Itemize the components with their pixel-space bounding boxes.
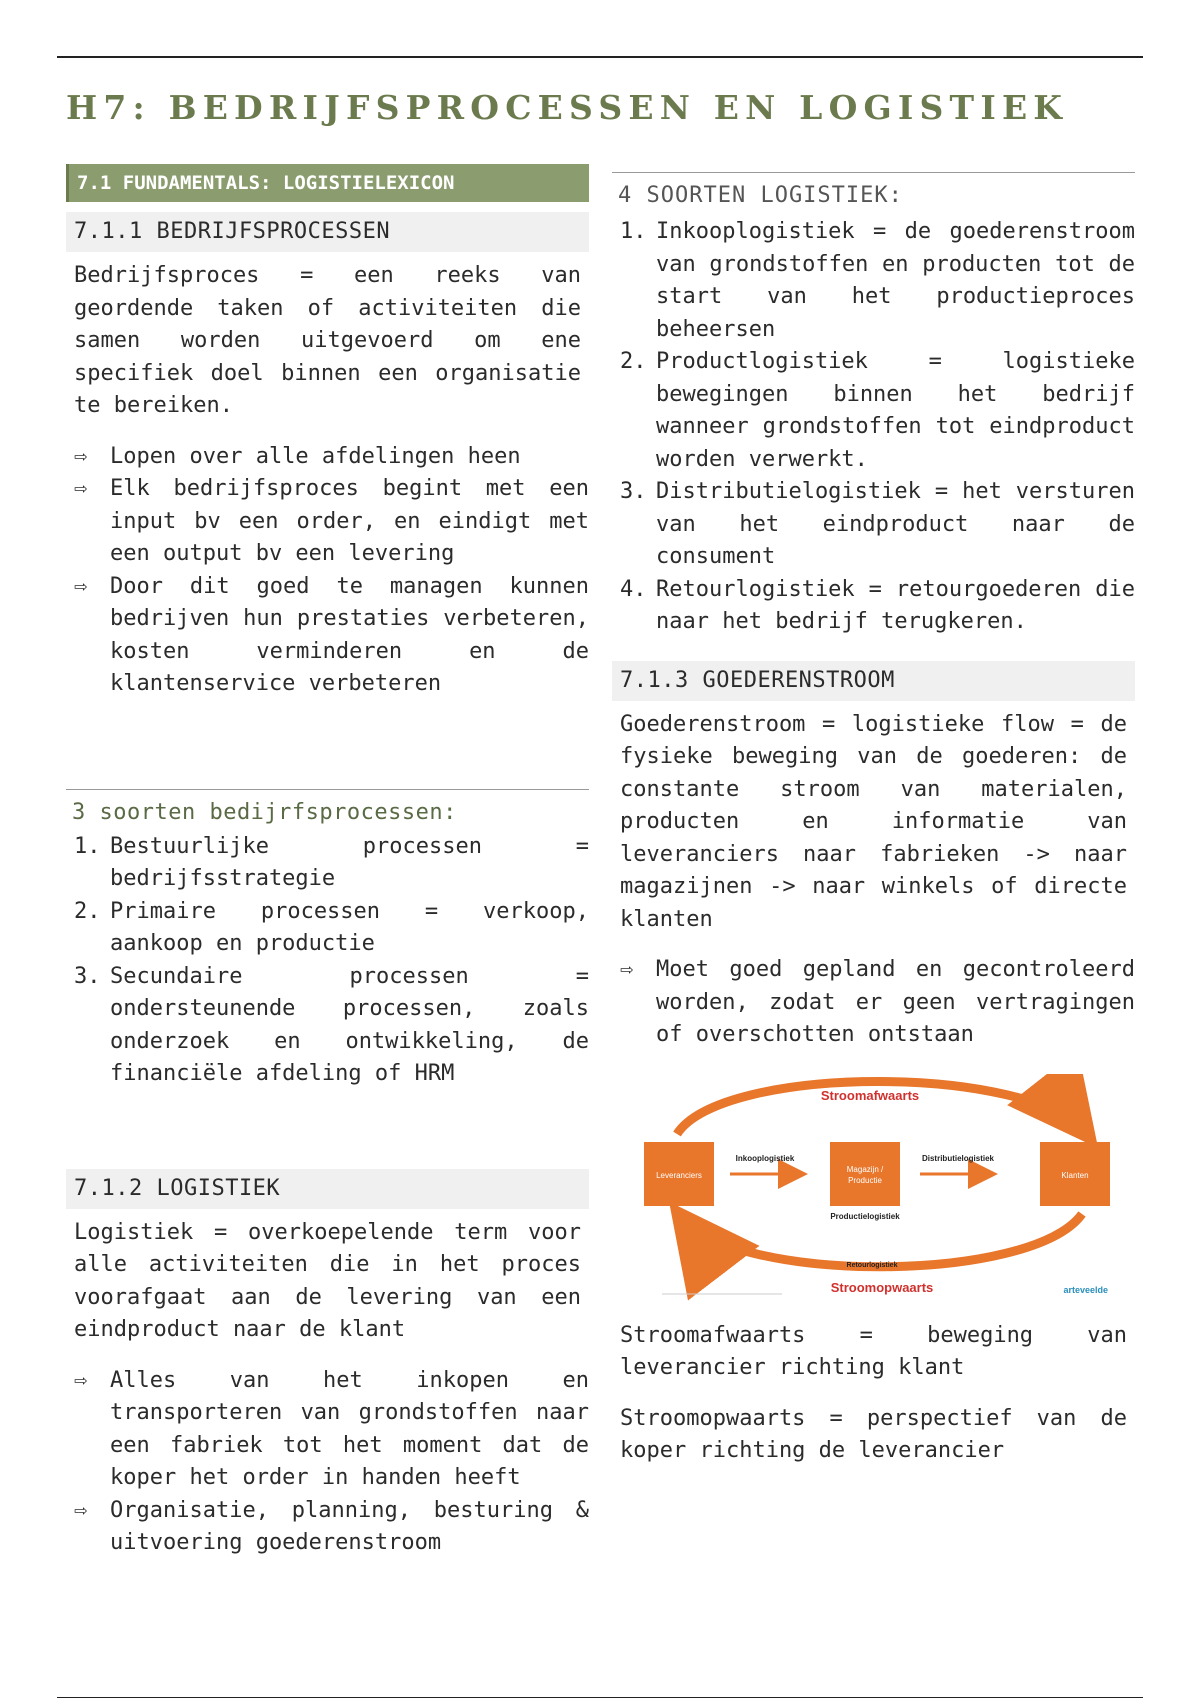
section-712-heading: 7.1.2 LOGISTIEK — [66, 1169, 589, 1209]
list-item: 3. Distributielogistiek = het versturen van het eindproduct naar de consument — [620, 479, 1135, 569]
list-item: ⇨ Alles van het inkopen en transporteren van grondstoffen naar een fabriek tot het moment dat de koper het order in handen heeft — [74, 1365, 589, 1495]
arrow-right-icon: ⇨ — [74, 476, 88, 501]
arrow-right-icon: ⇨ — [74, 1497, 88, 1523]
list-item: 1. Bestuurlijke processen = bedrijfsstrategie — [74, 833, 589, 891]
bedrijfsproces-bullets — [66, 441, 589, 701]
section-711-heading: 7.1.1 BEDRIJFSPROCESSEN — [66, 212, 589, 252]
stroomafwaarts-label: Stroomafwaarts — [820, 1087, 920, 1103]
list-item: ⇨ Elk bedrijfsproces begint met een input bv een order, en eindigt met een output bv een levering — [74, 473, 589, 571]
definition-bedrijfsproces: Bedrijfsproces = een reeks van geordende taken of activiteiten die samen worden uitgevoerd om ene specifiek doel binnen een organisatie te bereiken. — [74, 263, 581, 418]
productielogistiek-label: Productielogistiek — [830, 1211, 900, 1221]
list-item: 2. Primaire processen = verkoop, aankoop en productie — [74, 898, 589, 956]
definition-logistiek: Logistiek = overkoepelende term voor alle activiteiten die in het proces voorafgaat aan de levering van een eindproduct naar de klant — [74, 1219, 581, 1342]
klanten-label: Klanten — [1061, 1170, 1089, 1180]
page-title: H7: BEDRIJFSPROCESSEN EN LOGISTIEK — [66, 88, 1069, 127]
definition-stroomopwaarts: Stroomopwaarts = perspectief van de koper richting de leverancier — [620, 1405, 1127, 1463]
goederenstroom-bullets — [612, 954, 1135, 1052]
soorten-logistiek-list — [612, 216, 1135, 639]
section-71-heading: 7.1 FUNDAMENTALS: LOGISTIELEXICON — [66, 164, 589, 202]
list-item: 4. Retourlogistiek = retourgoederen die naar het bedrijf terugkeren. — [620, 576, 1135, 634]
list-item: 2. Productlogistiek = logistieke bewegingen binnen het bedrijf wanneer grondstoffen tot eindproduct worden verwerkt. — [620, 349, 1135, 472]
goederenstroom-diagram — [622, 1074, 1134, 1304]
section-713-heading: 7.1.3 GOEDERENSTROOM — [612, 661, 1135, 701]
list-item: 3. Secundaire processen = ondersteunende processen, zoals onderzoek en ontwikkeling, de financiële afdeling of HRM — [74, 963, 589, 1086]
inkooplogistiek-label: Inkooplogistiek — [735, 1153, 795, 1163]
definition-stroomafwaarts: Stroomafwaarts = beweging van leverancier richting klant — [620, 1322, 1127, 1380]
retourlogistiek-label: Retourlogistiek — [846, 1261, 898, 1269]
list-item: ⇨ Moet goed gepland en gecontroleerd worden, zodat er geen vertragingen of overschotten ontstaan — [620, 954, 1135, 1052]
arrow-right-icon: ⇨ — [74, 1367, 88, 1393]
arrow-right-icon: ⇨ — [620, 957, 634, 982]
magazijn-label-2: Productie — [848, 1175, 882, 1185]
list-item: 1. Inkooplogistiek = de goederenstroom van grondstoffen en producten tot de start van het productieproces beheersen — [620, 219, 1135, 342]
list-item: ⇨ Door dit goed te managen kunnen bedrijven hun prestaties verbeteren, kosten verminderen en de klantenservice verbeteren — [74, 571, 589, 701]
soorten-bedrijfsprocessen-heading: 3 soorten bedijrfsprocessen: — [66, 789, 589, 825]
stroomopwaarts-label: Stroomopwaarts — [830, 1279, 934, 1295]
definition-goederenstroom: Goederenstroom = logistieke flow = de fysieke beweging van de goederen: de constante stroom van materialen, producten en informatie van leveranciers naar fabrieken -> naar magazijnen -> naar winkels of directe klanten — [620, 711, 1127, 932]
left-column — [66, 164, 589, 1560]
list-item: ⇨ Lopen over alle afdelingen heen — [74, 441, 589, 474]
top-rule — [57, 56, 1143, 58]
list-item: ⇨ Organisatie, planning, besturing & uitvoering goederenstroom — [74, 1495, 589, 1560]
arteveelde-logo: arteveelde — [1063, 1284, 1108, 1295]
leveranciers-label: Leveranciers — [656, 1170, 702, 1180]
flow-diagram — [622, 1074, 1134, 1304]
arrow-right-icon: ⇨ — [74, 573, 88, 599]
soorten-logistiek-heading: 4 SOORTEN LOGISTIEK: — [612, 172, 1135, 208]
bottom-rule — [57, 1697, 1143, 1698]
stroomopwaarts-arc — [680, 1211, 1082, 1267]
arrow-right-icon: ⇨ — [74, 443, 88, 469]
soorten-bedrijfsprocessen-list — [66, 831, 589, 1091]
magazijn-label-1: Magazijn / — [846, 1164, 884, 1174]
distributielogistiek-label: Distributielogistiek — [921, 1153, 995, 1163]
logistiek-bullets — [66, 1365, 589, 1560]
magazijn-box — [830, 1142, 900, 1206]
right-column — [612, 164, 1135, 1468]
